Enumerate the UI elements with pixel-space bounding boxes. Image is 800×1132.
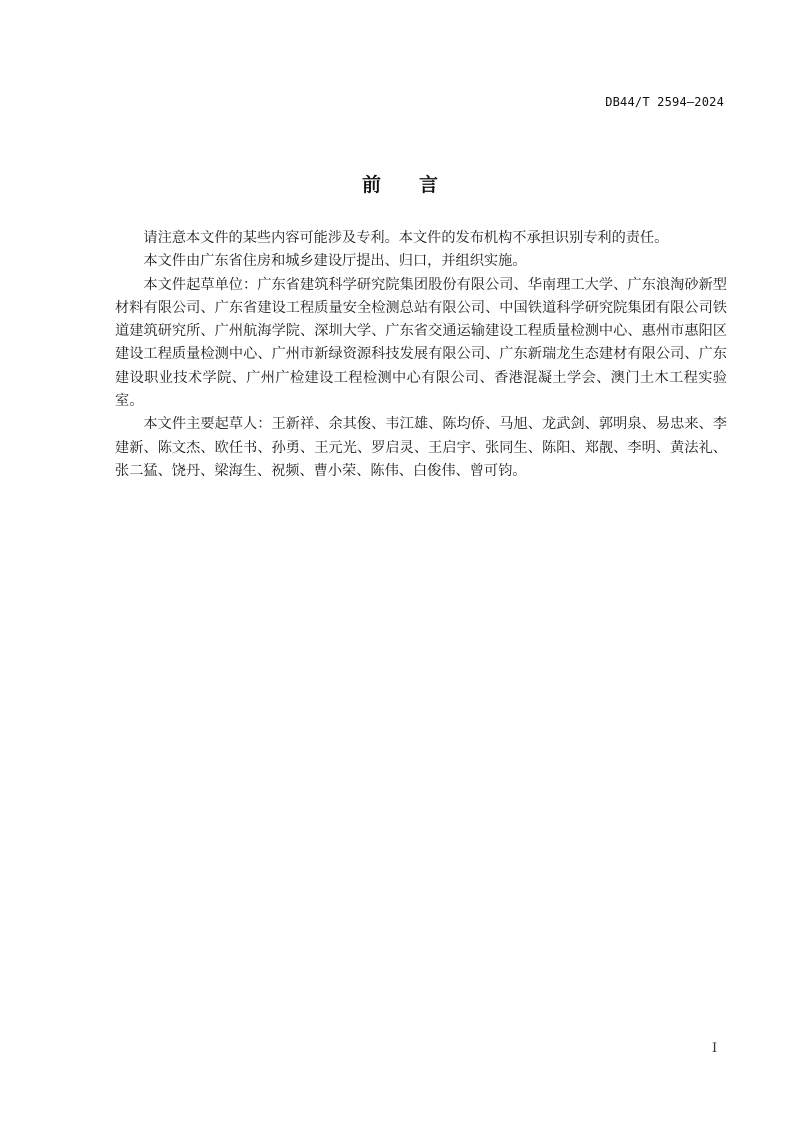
paragraph-drafting-units: 本文件起草单位：广东省建筑科学研究院集团股份有限公司、华南理工大学、广东浪淘砂新型材料有限公司、广东省建设工程质量安全检测总站有限公司、中国铁道科学研究院集团有限公司铁道建筑研究所、广州航海学院、深圳大学、广东省交通运输建设工程质量检测中心、惠州市惠阳区建设工程质量检测中心、广州市新绿资源科技发展有限公司、广东新瑞龙生态建材有限公司、广东建设职业技术学院、广州广检建设工程检测中心有限公司、香港混凝土学会、澳门土木工程实验室。 (115, 276, 727, 410)
paragraph-drafters: 本文件主要起草人：王新祥、余其俊、韦江雄、陈均侨、马旭、龙武剑、郭明泉、易忠来、李建新、陈文杰、欧任书、孙勇、王元光、罗启灵、王启宇、张同生、陈阳、郑靓、李明、黄法礼、张二猛、饶丹、梁海生、祝频、曹小荣、陈伟、白俊伟、曾可钧。 (115, 416, 727, 479)
title-part-1: 前 (361, 174, 381, 196)
paragraph-proposer: 本文件由广东省住房和城乡建设厅提出、归口，并组织实施。 (143, 253, 527, 270)
title-part-2: 言 (419, 174, 439, 196)
page-title (0, 170, 800, 197)
foreword-body (115, 227, 727, 483)
page-number: I (712, 1041, 718, 1056)
paragraph-patent-notice: 请注意本文件的某些内容可能涉及专利。本文件的发布机构不承担识别专利的责任。 (143, 230, 669, 246)
document-code: DB44/T 2594—2024 (605, 95, 724, 109)
